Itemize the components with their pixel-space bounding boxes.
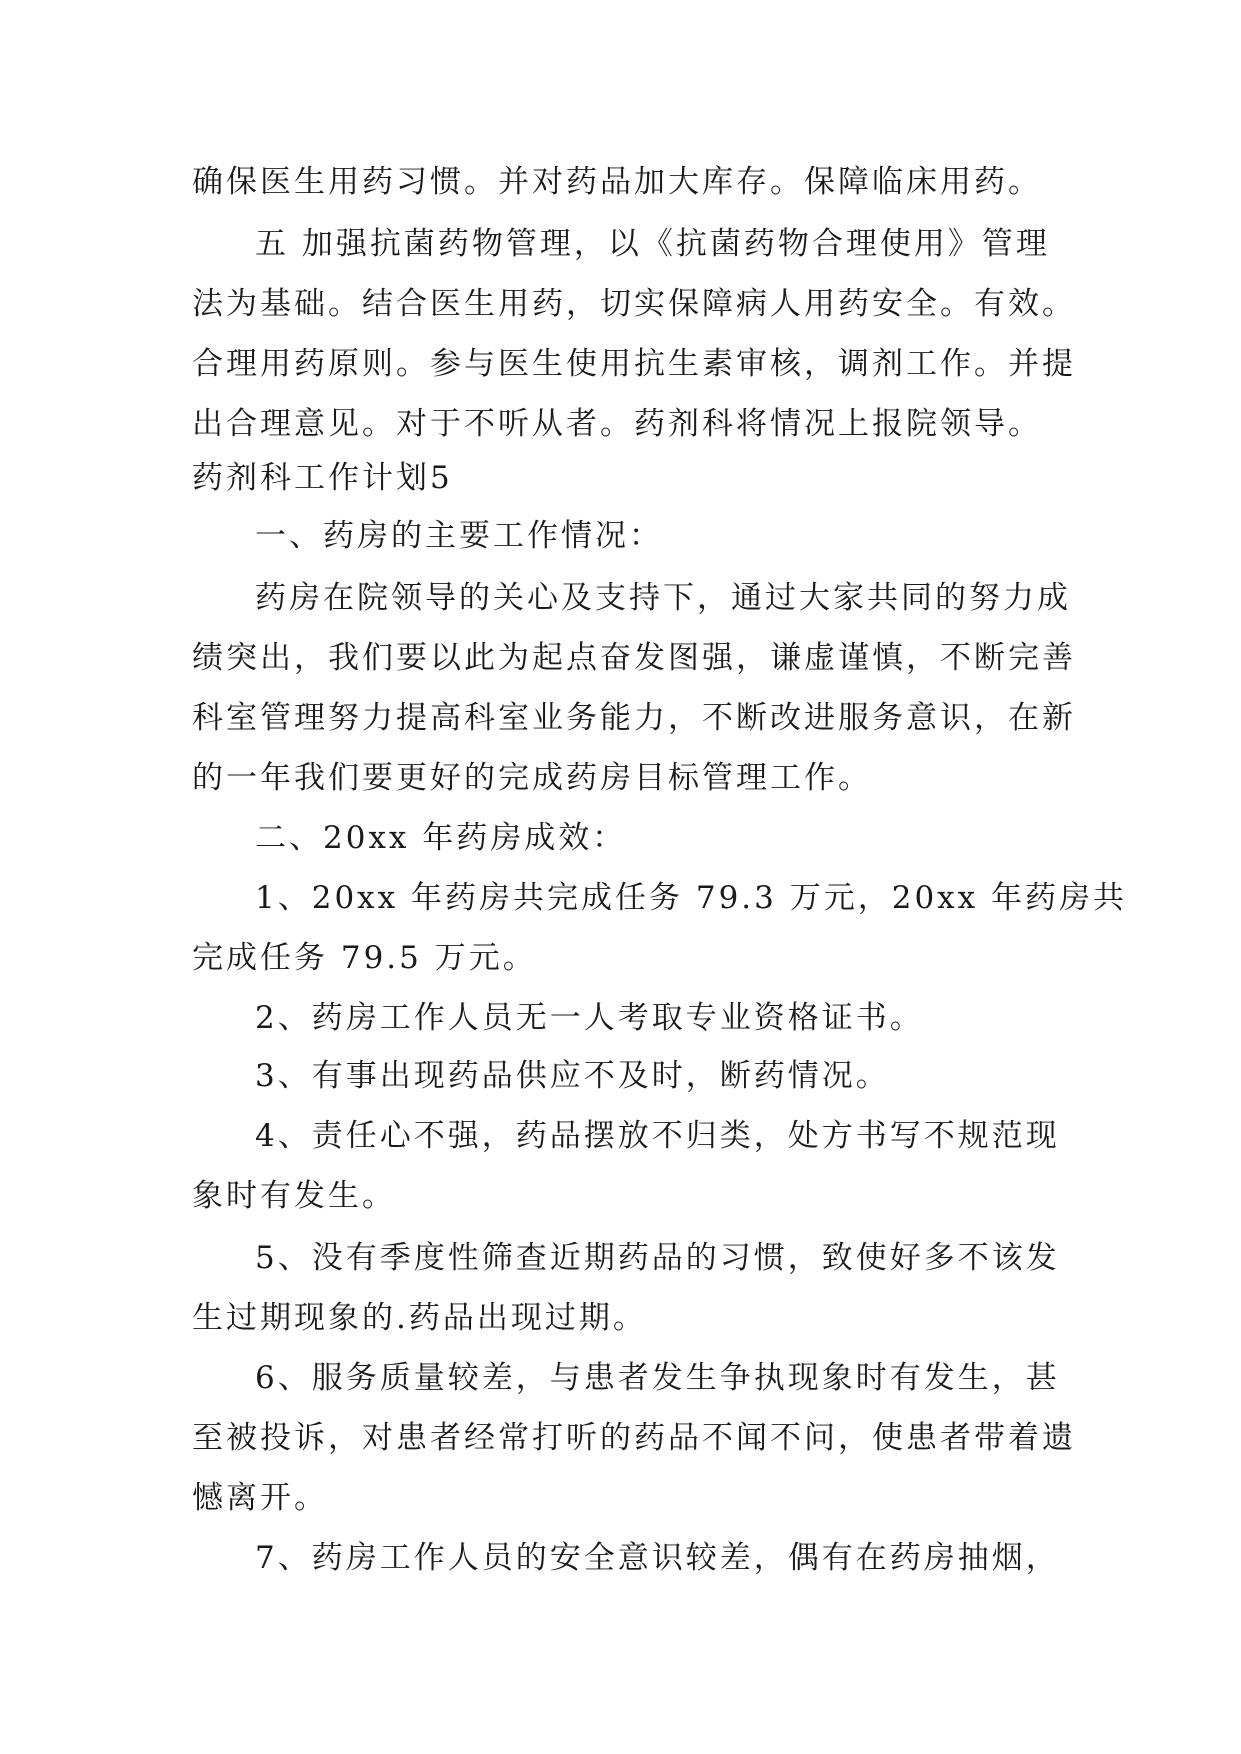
list-item-line: 7、药房工作人员的安全意识较差，偶有在药房抽烟， [255,1540,1060,1576]
section-title: 药剂科工作计划5 [192,460,453,496]
list-item-line: 5、没有季度性筛查近期药品的习惯，致使好多不该发 [255,1240,1060,1276]
list-item-line: 6、服务质量较差，与患者发生争执现象时有发生，甚 [255,1360,1060,1396]
paragraph-line: 药房在院领导的关心及支持下，通过大家共同的努力成 [255,580,1071,616]
paragraph-line: 科室管理努力提高科室业务能力，不断改进服务意识，在新 [192,700,1076,736]
paragraph-line: 五 加强抗菌药物管理，以《抗菌药物合理使用》管理 [255,226,1050,262]
list-item-line: 憾离开。 [192,1480,328,1516]
list-item-line: 完成任务 79.5 万元。 [192,940,537,976]
section-heading: 二、20xx 年药房成效： [255,820,627,856]
section-heading: 一、药房的主要工作情况： [255,518,663,554]
paragraph-line: 合理用药原则。参与医生使用抗生素审核，调剂工作。并提 [192,346,1076,382]
list-item-line: 1、20xx 年药房共完成任务 79.3 万元，20xx 年药房共 [255,880,1127,916]
list-item-line: 象时有发生。 [192,1178,396,1214]
list-item-line: 4、责任心不强，药品摆放不归类，处方书写不规范现 [255,1118,1060,1154]
paragraph-line: 绩突出，我们要以此为起点奋发图强，谦虚谨慎，不断完善 [192,640,1076,676]
list-item-line: 3、有事出现药品供应不及时，断药情况。 [255,1058,890,1094]
list-item-line: 生过期现象的.药品出现过期。 [192,1300,647,1336]
paragraph-line: 法为基础。结合医生用药，切实保障病人用药安全。有效。 [192,286,1076,322]
paragraph-line: 确保医生用药习惯。并对药品加大库存。保障临床用药。 [192,164,1042,200]
list-item-line: 2、药房工作人员无一人考取专业资格证书。 [255,1000,924,1036]
paragraph-line: 的一年我们要更好的完成药房目标管理工作。 [192,760,872,796]
paragraph-line: 出合理意见。对于不听从者。药剂科将情况上报院领导。 [192,406,1042,442]
list-item-line: 至被投诉，对患者经常打听的药品不闻不问，使患者带着遗 [192,1420,1076,1456]
